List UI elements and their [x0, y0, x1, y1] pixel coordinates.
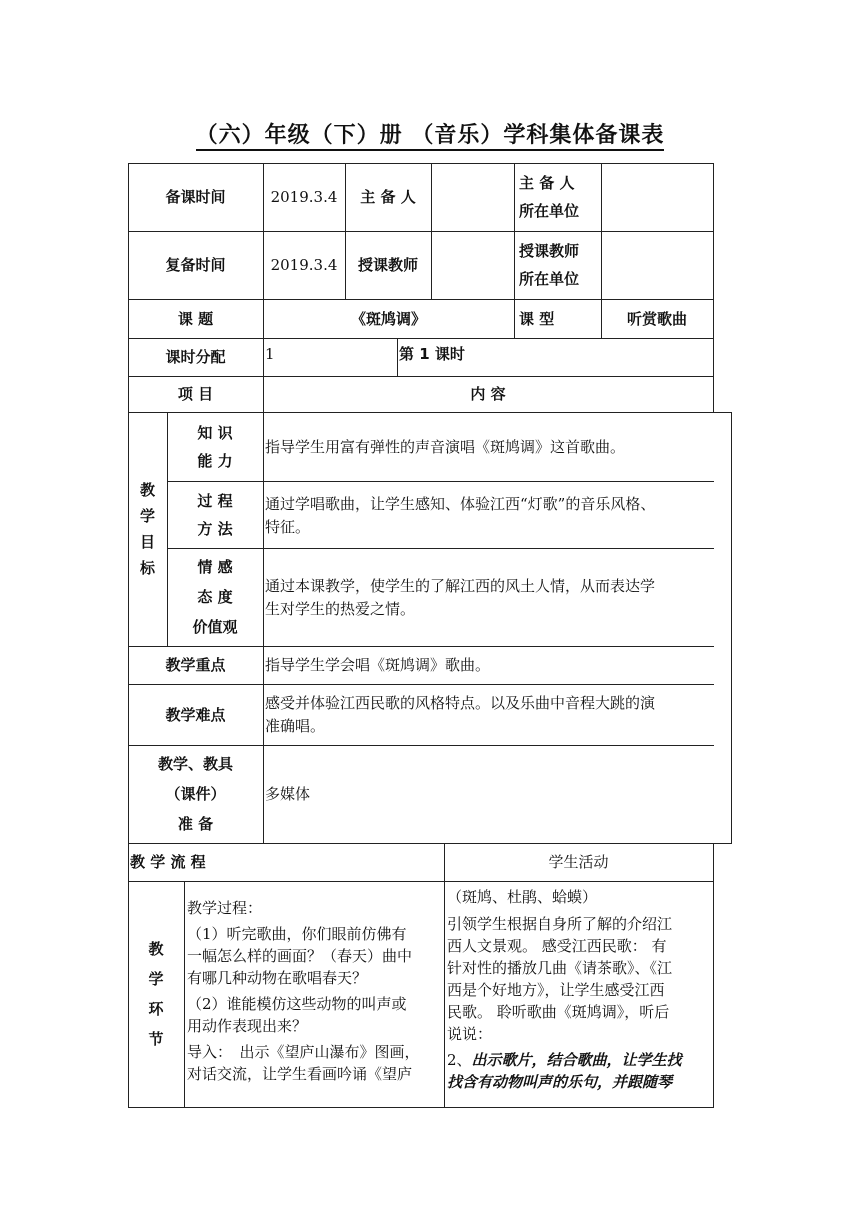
knowledge-label: 知 识 能 力	[197, 423, 233, 470]
type-label: 课 型	[519, 309, 555, 328]
prep-time-label: 备课时间	[165, 188, 226, 206]
flow-section-label: 教 学 环 节	[148, 940, 164, 1048]
materials-text: 多媒体	[265, 785, 311, 803]
difficulty-label: 教学难点	[165, 705, 226, 724]
type-value: 听赏歌曲	[626, 309, 687, 328]
process-label: 过 程 方 法	[197, 491, 233, 538]
emotion-text: 通过本课教学，使学生的了解江西的风土人情，从而表达学 生对学生的热爱之情。	[265, 577, 656, 618]
teacher-unit-label: 授课教师 所在单位	[519, 242, 580, 288]
process-text: 通过学唱歌曲，让学生感知、体验江西“灯歌”的音乐风格、 特征。	[265, 495, 656, 536]
item-label: 项 目	[177, 385, 214, 403]
lead-unit-label: 主 备 人 所在单位	[519, 174, 580, 220]
table-line	[128, 1107, 714, 1108]
materials-label: 教学、教具 （课件） 准 备	[157, 755, 233, 833]
activity-emphasis: 出示歌片，结合歌曲，让学生找	[471, 1051, 682, 1069]
teacher-label: 授课教师	[357, 256, 418, 274]
review-time-label: 复备时间	[165, 256, 226, 274]
content-label: 内 容	[470, 385, 506, 403]
emotion-label: 情 感 态 度 价值观	[192, 558, 238, 636]
table-line	[731, 412, 732, 844]
knowledge-text: 指导学生用富有弹性的声音演唱《斑鸠调》这首歌曲。	[265, 437, 626, 456]
review-time-value: 2019.3.4	[270, 256, 338, 274]
table-line	[184, 881, 185, 1107]
page-title: （六）年级（下）册 （音乐）学科集体备课表	[0, 118, 860, 149]
lead-preparer-value	[431, 163, 514, 231]
key-point-label: 教学重点	[165, 656, 226, 674]
period-value: 第 1 课时	[399, 345, 465, 363]
topic-label: 课 题	[177, 309, 214, 328]
goals-group-label: 教 学 目 标	[139, 481, 155, 577]
lead-preparer-label: 主 备 人	[360, 188, 416, 206]
hours-value: 1	[265, 345, 275, 363]
key-point-text: 指导学生学会唱《斑鸠调》歌曲。	[265, 656, 491, 674]
topic-value: 《斑鸠调》	[350, 309, 426, 328]
flow-header-right: 学生活动	[548, 853, 609, 871]
prep-time-value: 2019.3.4	[270, 188, 338, 206]
flow-header-left: 教 学 流 程	[130, 853, 206, 871]
table-line	[128, 881, 714, 882]
hours-label: 课时分配	[165, 348, 226, 366]
flow-process-text: 教学过程： （1）听完歌曲，你们眼前仿佛有 一幅怎么样的画面？（春天）曲中 有哪几种动物在歌唱春天？ （2）谁能模仿这些动物的叫声或 用动作表现出来？ 导入： 出示《望庐山瀑布》图画， 对话交流，让学生看画吟诵《望庐	[187, 899, 420, 1083]
difficulty-text: 感受并体验江西民歌的风格特点。以及乐曲中音程大跳的演 准确唱。	[265, 694, 656, 735]
flow-activity-text: （斑鸠、杜鹃、蛤蟆） 引领学生根据自身所了解的介绍江 西人文景观。 感受江西民歌： 有 针对性的播放几曲《请茶歌》、《江 西是个好地方》，让学生感受江西 民歌。 聆听歌曲《斑鸠调》，听后 说说： 2、出示歌片，结合歌曲，让学生找 找含有动物叫声的乐句，并跟随琴	[447, 888, 682, 1091]
table-line	[713, 163, 714, 413]
